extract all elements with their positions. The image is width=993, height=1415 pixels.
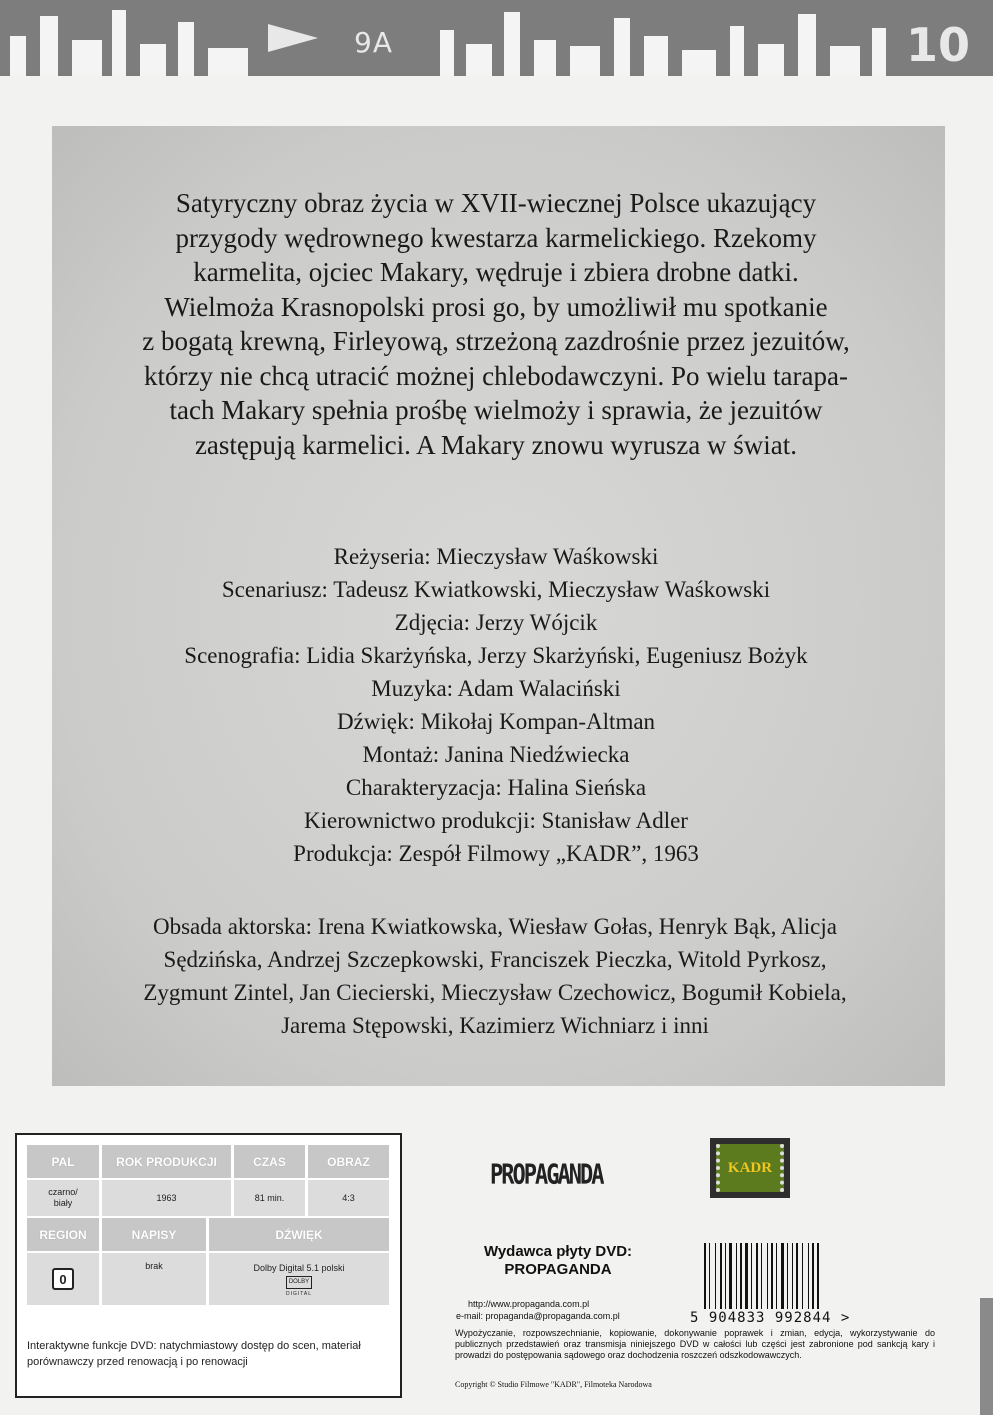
credit-screenplay: Scenariusz: Tadeusz Kwiatkowski, Mieczysław Waśkowski xyxy=(221,577,771,602)
spec-header-aspect: OBRAZ xyxy=(308,1145,392,1178)
interactive-features: Interaktywne funkcje DVD: natychmiastowy dostęp do scen, materiał porównawczy przed renowacją i po renowacji xyxy=(27,1340,361,1368)
frame-label: 9A xyxy=(354,26,393,59)
region-badge: 0 xyxy=(52,1268,74,1290)
synopsis-line: Satyryczny obraz życia w XVII-wiecznej Polsce ukazujący xyxy=(175,188,817,218)
kadr-logo-text: KADR xyxy=(716,1144,784,1192)
dolby-sub: DIGITAL xyxy=(285,1291,313,1297)
filmstrip-hole xyxy=(730,26,744,76)
filmstrip-hole xyxy=(504,12,520,76)
credit-set-design: Scenografia: Lidia Skarżyńska, Jerzy Skarżyński, Eugeniusz Bożyk xyxy=(184,643,808,668)
filmstrip-hole xyxy=(758,44,784,76)
spec-region xyxy=(27,1253,102,1305)
cast-line: Obsada aktorska: Irena Kwiatkowska, Wiesław Gołas, Henryk Bąk, Alicja xyxy=(153,914,837,939)
credit-directing: Reżyseria: Mieczysław Waśkowski xyxy=(333,544,659,569)
filmstrip-hole xyxy=(72,40,102,76)
filmstrip-hole xyxy=(178,22,194,76)
spec-sound-text: Dolby Digital 5.1 polski xyxy=(253,1263,345,1273)
filmstrip-hole xyxy=(466,44,492,76)
publisher-label: Wydawca płyty DVD: xyxy=(483,1243,633,1260)
credit-makeup: Charakteryzacja: Halina Sieńska xyxy=(345,775,647,800)
filmstrip-hole xyxy=(872,28,886,76)
synopsis-line: tach Makary spełnia prośbę wielmoży i sprawia, że jezuitów xyxy=(169,395,823,425)
dvd-spec-box xyxy=(15,1133,402,1398)
contact-info xyxy=(456,1298,620,1322)
filmstrip-hole xyxy=(570,46,600,76)
filmstrip-hole xyxy=(440,30,454,76)
barcode-digits: 5 904833 992844 > xyxy=(690,1310,851,1326)
spec-color: czarno/ biały xyxy=(27,1180,102,1216)
filmstrip-hole xyxy=(644,36,668,76)
copyright-notice: Copyright © Studio Filmowe "KADR", Filmoteka Narodowa xyxy=(455,1380,652,1389)
synopsis-line: którzy nie chcą utracić możnej chlebodawczyni. Po wielu tarapa- xyxy=(144,360,848,391)
play-arrow-icon xyxy=(268,24,318,52)
spec-year: 1963 xyxy=(102,1180,234,1216)
spec-header-pal: PAL xyxy=(27,1145,102,1178)
spec-aspect: 4:3 xyxy=(308,1180,392,1216)
propaganda-logo: PROPAGANDA xyxy=(490,1159,603,1192)
spec-header-time: CZAS xyxy=(234,1145,308,1178)
spec-value-row xyxy=(27,1178,392,1216)
credits-list xyxy=(60,540,932,870)
cast-line: Zygmunt Zintel, Jan Ciecierski, Mieczysław Czechowicz, Bogumił Kobiela, xyxy=(143,980,847,1005)
credit-editing: Montaż: Janina Niedźwiecka xyxy=(362,742,630,767)
cast-list xyxy=(70,910,920,1042)
credit-sound: Dźwięk: Mikołaj Kompan-Altman xyxy=(336,709,656,734)
publisher-info xyxy=(458,1243,658,1279)
filmstrip-hole xyxy=(534,40,556,76)
filmstrip-hole xyxy=(830,46,860,76)
spec-header-row xyxy=(27,1145,392,1178)
filmstrip-header xyxy=(0,0,993,76)
synopsis-line: Wielmoża Krasnopolski prosi go, by umożliwił mu spotkanie xyxy=(164,291,828,322)
spec-header-row-2 xyxy=(27,1216,392,1251)
filmstrip-hole xyxy=(40,16,58,76)
cast-line: Jarema Stępowski, Kazimierz Wichniarz i inni xyxy=(281,1013,709,1038)
email-link[interactable]: e-mail: propaganda@propaganda.com.pl xyxy=(456,1311,620,1321)
kadr-logo xyxy=(710,1138,790,1198)
filmstrip-hole xyxy=(112,10,126,76)
filmstrip-hole xyxy=(208,48,248,76)
website-link[interactable]: http://www.propaganda.com.pl xyxy=(468,1299,590,1309)
synopsis-text xyxy=(60,186,932,462)
synopsis-line: przygody wędrownego kwestarza karmelickiego. Rzekomy xyxy=(175,222,817,253)
spec-sound xyxy=(209,1253,392,1305)
legal-notice: Wypożyczanie, rozpowszechnianie, kopiowanie, dokonywanie poprawek i zmian, edycja, wykorzystywanie do publicznych przedstawień oraz transmisja niniejszego DVD w całości lub części jest zabronione pod sankcją kary i prowadzi do postępowania sądowego oraz dochodzenia roszczeń odszkodowawczych. xyxy=(455,1328,935,1360)
spec-header-year: ROK PRODUKCJI xyxy=(102,1145,234,1178)
dolby-mark: DOLBY xyxy=(288,1279,310,1285)
credit-production-manager: Kierownictwo produkcji: Stanisław Adler xyxy=(304,808,688,833)
spec-header-region: REGION xyxy=(27,1218,102,1251)
synopsis-line: zastępują karmelici. A Makary znowu wyrusza w świat. xyxy=(194,429,798,460)
spec-time: 81 min. xyxy=(234,1180,308,1216)
frame-number: 10 xyxy=(906,18,971,72)
spec-header-subtitles: NAPISY xyxy=(102,1218,209,1251)
credit-music: Muzyka: Adam Walaciński xyxy=(371,676,621,701)
spec-header-sound: DŹWIĘK xyxy=(209,1218,392,1251)
synopsis-line: karmelita, ojciec Makary, wędruje i zbiera drobne datki. xyxy=(193,257,799,287)
edge-mark xyxy=(980,1298,993,1415)
publisher-name: PROPAGANDA xyxy=(504,1261,612,1278)
filmstrip-hole xyxy=(614,18,630,76)
barcode-icon xyxy=(700,1243,850,1313)
spec-table xyxy=(27,1145,392,1305)
cast-line: Sędzińska, Andrzej Szczepkowski, Franciszek Pieczka, Witold Pyrkosz, xyxy=(163,947,827,972)
filmstrip-hole xyxy=(10,36,26,76)
dolby-icon xyxy=(286,1276,312,1289)
credit-production: Produkcja: Zespół Filmowy „KADR”, 1963 xyxy=(293,841,699,866)
filmstrip-hole xyxy=(140,44,166,76)
filmstrip-hole xyxy=(798,14,816,76)
credit-cinematography: Zdjęcia: Jerzy Wójcik xyxy=(394,610,598,635)
spec-subtitles: brak xyxy=(102,1253,209,1305)
spec-value-row-2 xyxy=(27,1251,392,1305)
filmstrip-hole xyxy=(682,50,716,76)
synopsis-line: z bogatą krewną, Firleyową, strzeżoną zazdrośnie przez jezuitów, xyxy=(142,326,850,356)
